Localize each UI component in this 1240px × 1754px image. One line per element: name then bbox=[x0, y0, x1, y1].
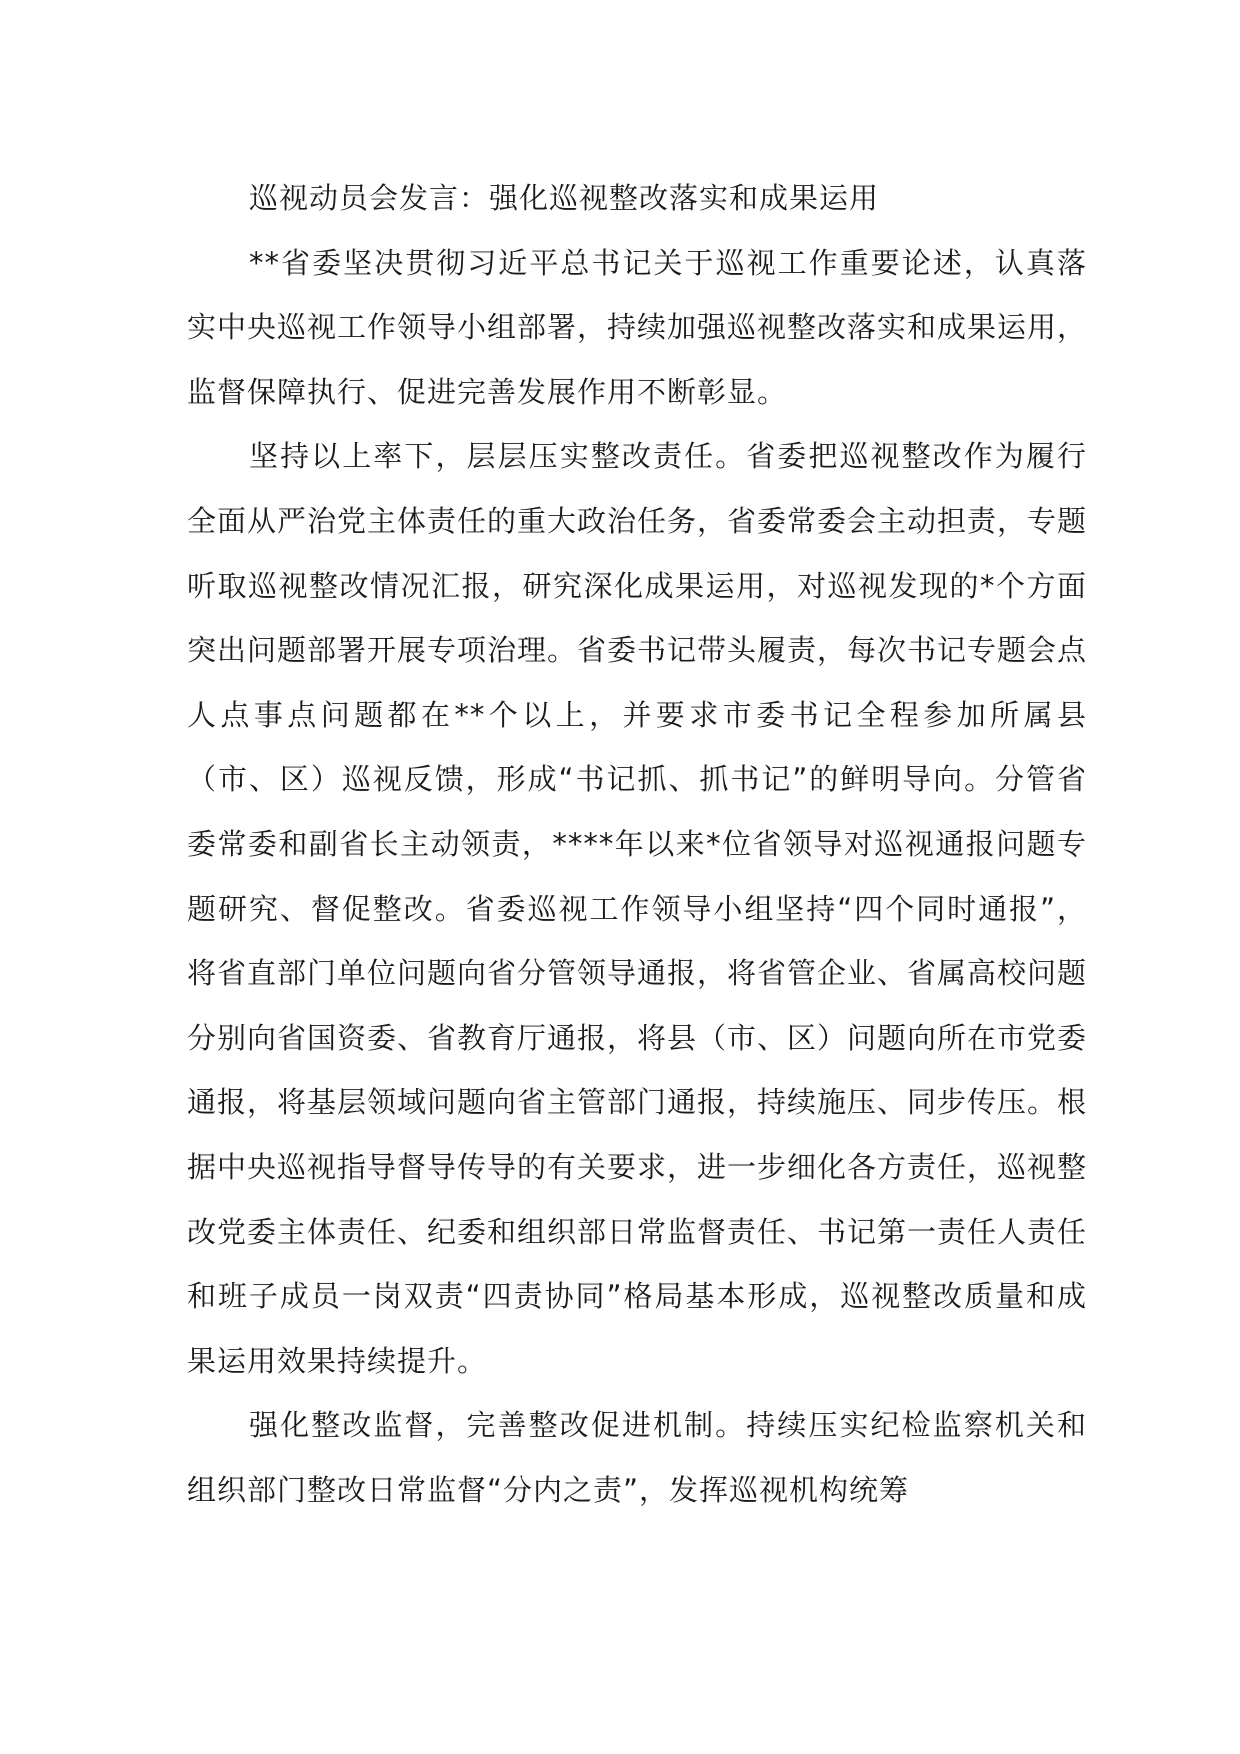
document-body bbox=[187, 166, 1087, 1522]
paragraph-responsibility: 坚持以上率下，层层压实整改责任。省委把巡视整改作为履行全面从严治党主体责任的重大政治任务，省委常委会主动担责，专题听取巡视整改情况汇报，研究深化成果运用，对巡视发现的*个方面突出问题部署开展专项治理。省委书记带头履责，每次书记专题会点人点事点问题都在**个以上，并要求市委书记全程参加所属县（市、区）巡视反馈，形成“书记抓、抓书记”的鲜明导向。分管省委常委和副省长主动领责，****年以来*位省领导对巡视通报问题专题研究、督促整改。省委巡视工作领导小组坚持“四个同时通报”，将省直部门单位问题向省分管领导通报，将省管企业、省属高校问题分别向省国资委、省教育厅通报，将县（市、区）问题向所在市党委通报，将基层领域问题向省主管部门通报，持续施压、同步传压。根据中央巡视指导督导传导的有关要求，进一步细化各方责任，巡视整改党委主体责任、纪委和组织部日常监督责任、书记第一责任人责任和班子成员一岗双责“四责协同”格局基本形成，巡视整改质量和成果运用效果持续提升。 bbox=[187, 439, 1088, 1378]
paragraph-intro: **省委坚决贯彻习近平总书记关于巡视工作重要论述，认真落实中央巡视工作领导小组部署，持续加强巡视整改落实和成果运用，监督保障执行、促进完善发展作用不断彰显。 bbox=[187, 245, 1088, 409]
paragraph-supervision: 强化整改监督，完善整改促进机制。持续压实纪检监察机关和组织部门整改日常监督“分内之责”，发挥巡视机构统筹 bbox=[187, 1408, 1087, 1507]
document-title: 巡视动员会发言：强化巡视整改落实和成果运用 bbox=[249, 181, 880, 215]
